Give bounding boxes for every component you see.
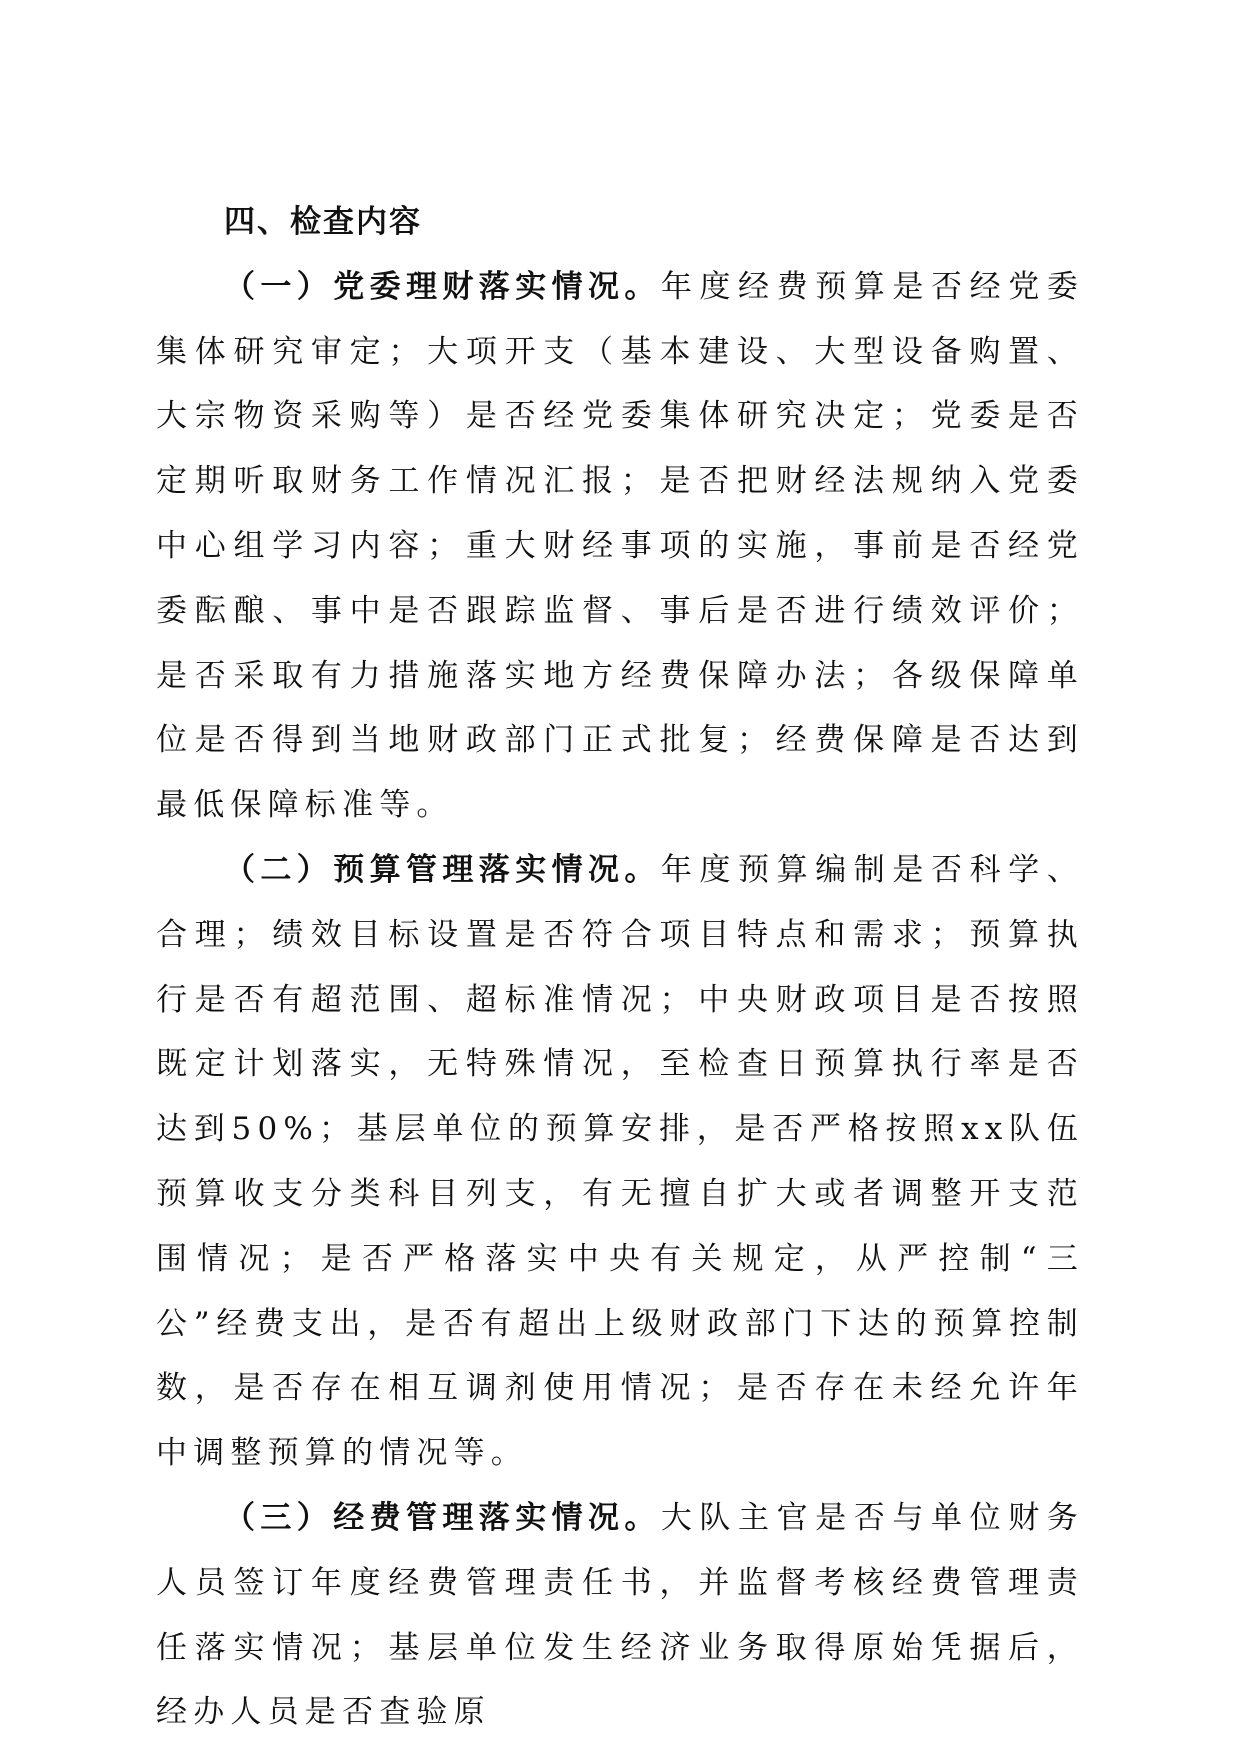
paragraph-lead: （三）经费管理落实情况。	[224, 1499, 661, 1536]
paragraph-body: 年度经费预算是否经党委集体研究审定；大项开支（基本建设、大型设备购置、大宗物资采购等）是否经党委集体研究决定；党委是否定期听取财务工作情况汇报；是否把财经法规纳入党委中心组学习内容；重大财经事项的实施，事前是否经党委酝酿、事中是否跟踪监督、事后是否进行绩效评价；是否采取有力措施落实地方经费保障办法；各级保障单位是否得到当地财政部门正式批复；经费保障是否达到最低保障标准等。	[156, 268, 1085, 824]
section-heading: 四、检查内容	[224, 204, 422, 240]
paragraph-lead: （一）党委理财落实情况。	[224, 268, 661, 305]
paragraph-body: 大队主官是否与单位财务人员签订年度经费管理责任书，并监督考核经费管理责任落实情况；基层单位发生经济业务取得原始凭据后，经办人员是否查验原	[156, 1499, 1085, 1731]
paragraph-lead: （二）预算管理落实情况。	[224, 851, 661, 888]
paragraph-funds-management	[156, 1486, 1084, 1745]
paragraph-party-committee-finance	[156, 255, 1084, 838]
paragraph-budget-management	[156, 838, 1084, 1486]
document-body	[156, 190, 1084, 1745]
paragraph-body: 年度预算编制是否科学、合理；绩效目标设置是否符合项目特点和需求；预算执行是否有超范围、超标准情况；中央财政项目是否按照既定计划落实，无特殊情况，至检查日预算执行率是否达到50%；基层单位的预算安排，是否严格按照xx队伍预算收支分类科目列支，有无擅自扩大或者调整开支范围情况；是否严格落实中央有关规定，从严控制“三公”经费支出，是否有超出上级财政部门下达的预算控制数，是否存在相互调剂使用情况；是否存在未经允许年中调整预算的情况等。	[156, 851, 1085, 1472]
